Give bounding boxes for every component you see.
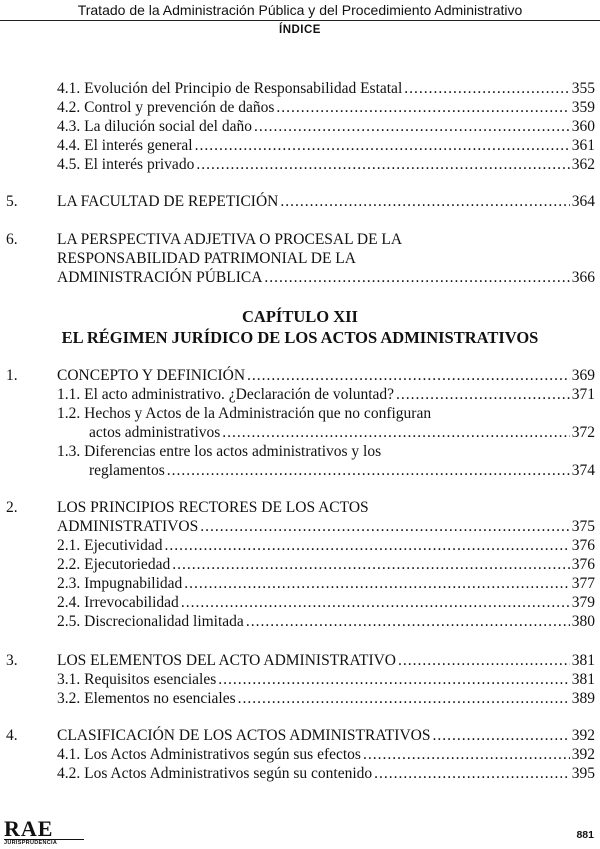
toc-entry-page: 369 [571,367,595,384]
dot-leader [184,575,569,593]
toc-entry-page: 376 [571,537,595,554]
dot-leader [396,386,570,404]
toc-entry[interactable] [57,690,595,708]
dot-leader [222,424,569,442]
dot-leader [167,462,570,480]
toc-entry-text: 1.2. Hechos y Actos de la Administración que no configuran [57,405,432,422]
toc-entry[interactable] [57,193,595,211]
toc-entry[interactable] [57,727,595,745]
toc-entry-page: 359 [571,99,595,116]
toc-number: 4. [6,727,18,744]
dot-leader [404,80,570,98]
dot-leader [432,727,569,745]
toc-number: 2. [6,499,18,516]
dot-leader [398,652,570,670]
toc-entry-page: 380 [571,613,595,630]
logo-text: RAE [4,816,54,841]
toc-entry-page: 371 [571,386,595,403]
toc-entry-text: 4.2. Los Actos Administrativos según su contenido [57,765,373,782]
toc-entry-text: CONCEPTO Y DEFINICIÓN [57,367,246,384]
toc-entry-page: 381 [571,652,595,669]
logo-subtext: JURISPRUDENCIA [4,839,84,847]
dot-leader [276,99,569,117]
toc-entry[interactable] [57,367,595,385]
toc-entry[interactable] [57,613,595,631]
dot-leader [195,137,570,155]
toc-entry-text: 3.2. Elementos no esenciales [57,690,236,707]
toc-entry-text: ADMINISTRACIÓN PÚBLICA [57,269,263,286]
toc-entry[interactable] [57,386,595,404]
toc-entry-text: 3.1. Requisitos esenciales [57,671,217,688]
toc-entry-text: 2.5. Discrecionalidad limitada [57,613,244,630]
toc-entry-text: 2.2. Ejecutoriedad [57,556,171,573]
section-label: ÍNDICE [279,24,321,36]
dot-leader [363,746,570,764]
toc-entry-page: 364 [571,193,595,210]
dot-leader [164,537,569,555]
toc-entry-text: LA PERSPECTIVA ADJETIVA O PROCESAL DE LA [57,231,403,248]
dot-leader [280,193,569,211]
toc-entry-text: actos administrativos [89,424,221,441]
dot-leader [247,367,570,385]
toc-entry-page: 381 [571,671,595,688]
dot-leader [374,765,570,783]
toc-number: 6. [6,231,18,248]
toc-entry-text: 4.1. Los Actos Administrativos según sus efectos [57,746,361,763]
toc-entry-page: 395 [571,765,595,782]
toc-entry-text: 2.1. Ejecutividad [57,537,163,554]
toc-entry[interactable] [89,462,595,480]
dot-leader [264,269,569,287]
toc-entry-text: 4.5. El interés privado [57,156,195,173]
toc-entry[interactable] [89,424,595,442]
toc-entry-page: 374 [571,462,595,479]
toc-entry[interactable] [57,118,595,136]
dot-leader [254,118,570,136]
toc-entry-page: 366 [571,269,595,286]
page-number: 881 [576,829,594,841]
toc-entry-page: 355 [571,80,595,97]
toc-entry-page: 389 [571,690,595,707]
toc-entry[interactable] [57,746,595,764]
toc-entry-page: 392 [571,746,595,763]
chapter-label: CAPÍTULO XII [242,307,358,326]
toc-entry[interactable] [57,765,595,783]
toc-entry-text: LOS PRINCIPIOS RECTORES DE LOS ACTOS [57,499,369,516]
toc-entry-page: 361 [571,137,595,154]
toc-entry[interactable] [57,556,595,574]
toc-entry-text: ADMINISTRATIVOS [57,518,199,535]
chapter-title: EL RÉGIMEN JURÍDICO DE LOS ACTOS ADMINISTRATIVOS [61,328,539,347]
toc-entry[interactable] [57,99,595,117]
toc-entry[interactable] [57,518,595,536]
toc-number: 1. [6,367,18,384]
dot-leader [246,613,570,631]
toc-entry-text: 4.3. La dilución social del daño [57,118,252,135]
toc-entry-page: 360 [571,118,595,135]
toc-entry[interactable] [57,156,595,174]
toc-entry-text: LOS ELEMENTOS DEL ACTO ADMINISTRATIVO [57,652,396,669]
toc-entry-text: LA FACULTAD DE REPETICIÓN [57,193,279,210]
toc-entry-page: 376 [571,556,595,573]
toc-entry[interactable] [57,269,595,287]
toc-entry-text: 1.3. Diferencias entre los actos administrativos y los [57,443,382,460]
toc-entry-text: CLASIFICACIÓN DE LOS ACTOS ADMINISTRATIVOS [57,727,431,744]
running-header: Tratado de la Administración Pública y del Procedimiento Administrativo [77,2,523,18]
toc-number: 5. [6,193,18,210]
dot-leader [218,671,569,689]
toc-entry-text: 1.1. El acto administrativo. ¿Declaración de voluntad? [57,386,395,403]
toc-number: 3. [6,652,18,669]
toc-entry[interactable] [57,537,595,555]
toc-entry-text: 4.4. El interés general [57,137,193,154]
toc-entry-text: 4.1. Evolución del Principio de Responsabilidad Estatal [57,80,403,97]
dot-leader [172,556,570,574]
toc-entry-text: 2.4. Irrevocabilidad [57,594,179,611]
toc-entry-text: 4.2. Control y prevención de daños [57,99,275,116]
toc-entry-text: 2.3. Impugnabilidad [57,575,183,592]
toc-entry-page: 392 [571,727,595,744]
publisher-logo [4,816,84,847]
toc-entry-text: RESPONSABILIDAD PATRIMONIAL DE LA [57,250,356,267]
toc-entry-page: 375 [571,518,595,535]
toc-entry-page: 377 [571,575,595,592]
toc-entry[interactable] [57,80,595,98]
toc-entry-page: 362 [571,156,595,173]
toc-entry-text: reglamentos [89,462,165,479]
toc-entry[interactable] [57,671,595,689]
dot-leader [200,518,570,536]
dot-leader [238,690,570,708]
toc-entry[interactable] [57,594,595,612]
toc-entry-page: 372 [571,424,595,441]
toc-entry[interactable] [57,575,595,593]
toc-entry-page: 379 [571,594,595,611]
dot-leader [181,594,570,612]
dot-leader [196,156,569,174]
toc-entry[interactable] [57,137,595,155]
toc-entry[interactable] [57,652,595,670]
header-rule [0,20,600,21]
